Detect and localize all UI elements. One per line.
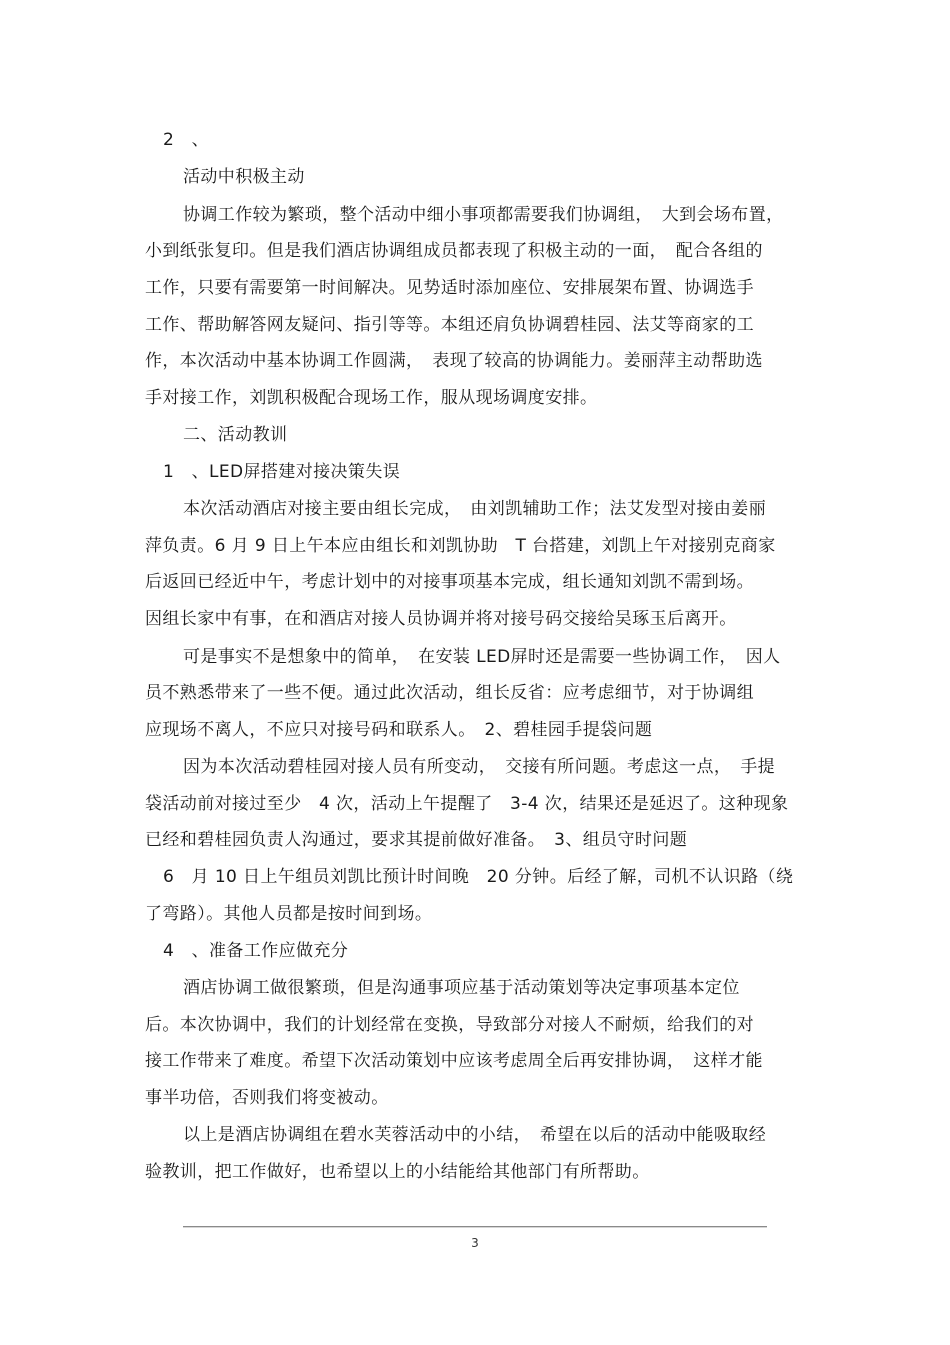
paragraph-line: 以上是酒店协调组在碧水芙蓉活动中的小结， 希望在以后的活动中能吸取经 — [183, 1125, 767, 1145]
paragraph-line: 后。本次协调中，我们的计划经常在变换，导致部分对接人不耐烦，给我们的对 — [145, 1015, 754, 1035]
section-heading: 二、活动教训 — [183, 425, 288, 445]
subsection-heading: 4 、准备工作应做充分 — [163, 941, 349, 961]
paragraph-line: 因为本次活动碧桂园对接人员有所变动， 交接有所问题。考虑这一点， 手提 — [183, 757, 775, 777]
paragraph-line: 因组长家中有事，在和酒店对接人员协调并将对接号码交接给吴琢玉后离开。 — [145, 609, 737, 629]
paragraph-line: 袋活动前对接过至少 4 次，活动上午提醒了 3-4 次，结果还是延迟了。这种现象 — [145, 794, 789, 814]
paragraph-line: 酒店协调工做很繁琐，但是沟通事项应基于活动策划等决定事项基本定位 — [183, 978, 740, 998]
section-heading: 活动中积极主动 — [183, 167, 305, 187]
paragraph-line: 手对接工作，刘凯积极配合现场工作，服从现场调度安排。 — [145, 388, 598, 408]
paragraph-line: 应现场不离人，不应只对接号码和联系人。 2、碧桂园手提袋问题 — [145, 720, 653, 740]
subsection-heading: 1 、LED屏搭建对接决策失误 — [163, 462, 401, 482]
footer-divider — [183, 1226, 767, 1227]
paragraph-line: 后返回已经近中午，考虑计划中的对接事项基本完成，组长通知刘凯不需到场。 — [145, 572, 754, 592]
paragraph-line: 小到纸张复印。但是我们酒店协调组成员都表现了积极主动的一面， 配合各组的 — [145, 241, 763, 261]
paragraph-line: 事半功倍，否则我们将变被动。 — [145, 1088, 389, 1108]
paragraph-line: 萍负责。6 月 9 日上午本应由组长和刘凯协助 T 台搭建，刘凯上午对接别克商家 — [145, 536, 776, 556]
paragraph-line: 作，本次活动中基本协调工作圆满， 表现了较高的协调能力。姜丽萍主动帮助选 — [145, 351, 763, 371]
paragraph-line: 协调工作较为繁琐，整个活动中细小事项都需要我们协调组， 大到会场布置， — [183, 205, 784, 225]
paragraph-line: 接工作带来了难度。希望下次活动策划中应该考虑周全后再安排协调， 这样才能 — [145, 1051, 763, 1071]
page-number: 3 — [471, 1236, 479, 1250]
paragraph-line: 工作，只要有需要第一时间解决。见势适时添加座位、安排展架布置、协调选手 — [145, 278, 754, 298]
paragraph-line: 工作、帮助解答网友疑问、指引等等。本组还肩负协调碧桂园、法艾等商家的工 — [145, 315, 754, 335]
paragraph-line: 已经和碧桂园负责人沟通过，要求其提前做好准备。 3、组员守时问题 — [145, 830, 688, 850]
paragraph-line: 了弯路）。其他人员都是按时间到场。 — [145, 904, 433, 924]
paragraph-line: 6 月 10 日上午组员刘凯比预计时间晚 20 分钟。后经了解，司机不认识路（绕 — [163, 867, 794, 887]
paragraph-line: 本次活动酒店对接主要由组长完成， 由刘凯辅助工作；法艾发型对接由姜丽 — [183, 499, 767, 519]
paragraph-line: 验教训，把工作做好，也希望以上的小结能给其他部门有所帮助。 — [145, 1162, 650, 1182]
paragraph-line: 员不熟悉带来了一些不便。通过此次活动，组长反省：应考虑细节，对于协调组 — [145, 683, 754, 703]
paragraph-line: 可是事实不是想象中的简单， 在安装 LED屏时还是需要一些协调工作， 因人 — [183, 647, 781, 667]
section-number-2: 2 、 — [163, 130, 210, 150]
